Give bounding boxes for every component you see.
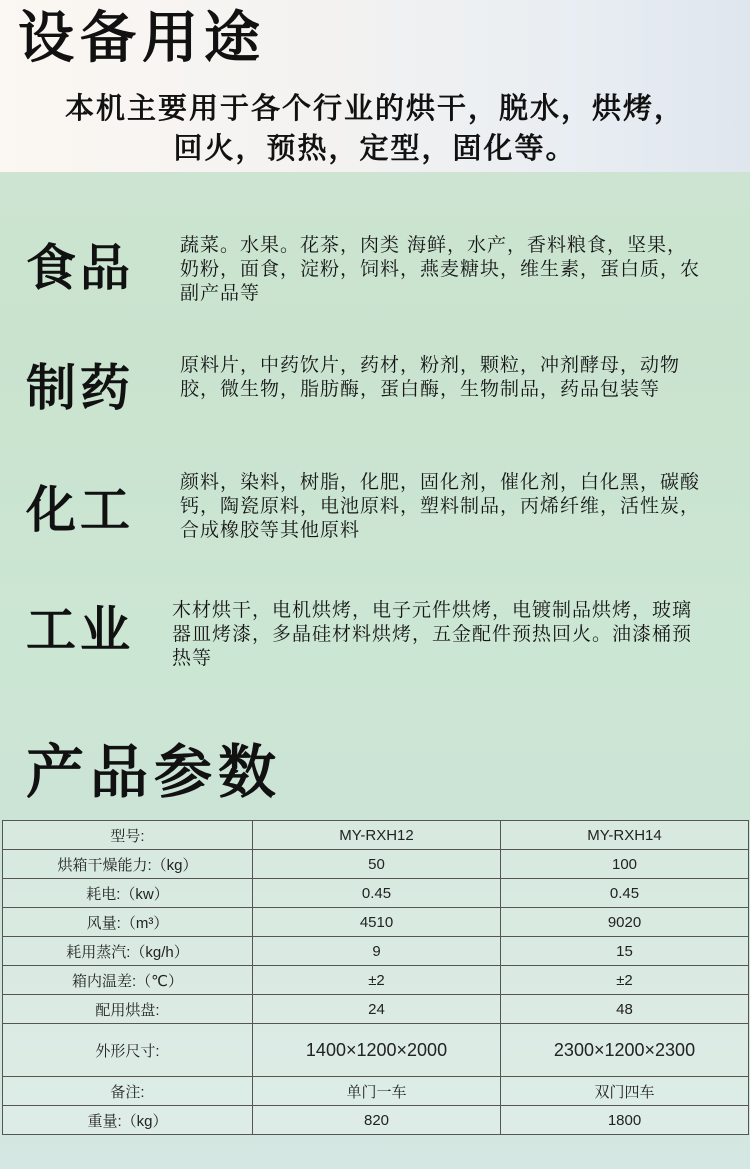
row-label: 箱内温差:（℃） <box>3 966 253 995</box>
cell-model-14: MY-RXH14 <box>501 821 749 850</box>
row-label: 型号: <box>3 821 253 850</box>
cell-model-14: 2300×1200×2300 <box>501 1024 749 1077</box>
row-label: 外形尺寸: <box>3 1024 253 1077</box>
table-row <box>3 908 749 937</box>
category-food-desc: 蔬菜。水果。花茶，肉类 海鲜，水产，香料粮食，坚果，奶粉，面食，淀粉，饲料，燕麦糖块，维生素，蛋白质，农副产品等 <box>180 234 701 304</box>
table-row <box>3 821 749 850</box>
category-food-title: 食品 <box>26 238 134 297</box>
cell-model-12: 50 <box>253 850 501 879</box>
cell-model-12: 单门一车 <box>253 1077 501 1106</box>
params-title: 产品参数 <box>26 738 283 806</box>
table-row <box>3 937 749 966</box>
usage-intro-line-1: 本机主要用于各个行业的烘干，脱水，烘烤， <box>64 91 685 125</box>
cell-model-14: 15 <box>501 937 749 966</box>
category-pharma-desc: 原料片，中药饮片，药材，粉剂，颗粒，冲剂酵母，动物胶，微生物，脂肪酶，蛋白酶，生物制品，药品包装等 <box>180 354 681 400</box>
category-chemical-title: 化工 <box>26 480 134 539</box>
cell-model-14: 9020 <box>501 908 749 937</box>
row-label: 烘箱干燥能力:（kg） <box>3 850 253 879</box>
row-label: 风量:（m³） <box>3 908 253 937</box>
row-label: 重量:（kg） <box>3 1106 253 1135</box>
category-industry-title: 工业 <box>26 600 134 659</box>
table-row <box>3 1024 749 1077</box>
table-row <box>3 1077 749 1106</box>
cell-model-12: 4510 <box>253 908 501 937</box>
cell-model-12: 9 <box>253 937 501 966</box>
cell-model-14: 1800 <box>501 1106 749 1135</box>
row-label: 耗电:（kw） <box>3 879 253 908</box>
cell-model-14: ±2 <box>501 966 749 995</box>
cell-model-12: 820 <box>253 1106 501 1135</box>
table-row <box>3 879 749 908</box>
row-label: 配用烘盘: <box>3 995 253 1024</box>
category-industry-desc: 木材烘干，电机烘烤，电子元件烘烤，电镀制品烘烤，玻璃器皿烤漆，多晶硅材料烘烤，五金配件预热回火。油漆桶预热等 <box>172 599 693 669</box>
cell-model-14: 48 <box>501 995 749 1024</box>
table-row <box>3 850 749 879</box>
cell-model-12: MY-RXH12 <box>253 821 501 850</box>
cell-model-12: 24 <box>253 995 501 1024</box>
cell-model-12: ±2 <box>253 966 501 995</box>
usage-intro <box>0 88 750 168</box>
cell-model-14: 双门四车 <box>501 1077 749 1106</box>
usage-title: 设备用途 <box>18 5 266 71</box>
table-row <box>3 995 749 1024</box>
usage-intro-line-2: 回火，预热，定型，固化等。 <box>173 131 577 165</box>
row-label: 备注: <box>3 1077 253 1106</box>
cell-model-12: 1400×1200×2000 <box>253 1024 501 1077</box>
table-row <box>3 966 749 995</box>
cell-model-12: 0.45 <box>253 879 501 908</box>
category-pharma-title: 制药 <box>26 358 134 417</box>
category-chemical-desc: 颜料，染料，树脂，化肥，固化剂，催化剂，白化黑，碳酸钙，陶瓷原料，电池原料，塑料制品，丙烯纤维，活性炭，合成橡胶等其他原料 <box>180 471 701 541</box>
cell-model-14: 100 <box>501 850 749 879</box>
table-row <box>3 1106 749 1135</box>
cell-model-14: 0.45 <box>501 879 749 908</box>
spec-table <box>2 820 749 1135</box>
row-label: 耗用蒸汽:（kg/h） <box>3 937 253 966</box>
